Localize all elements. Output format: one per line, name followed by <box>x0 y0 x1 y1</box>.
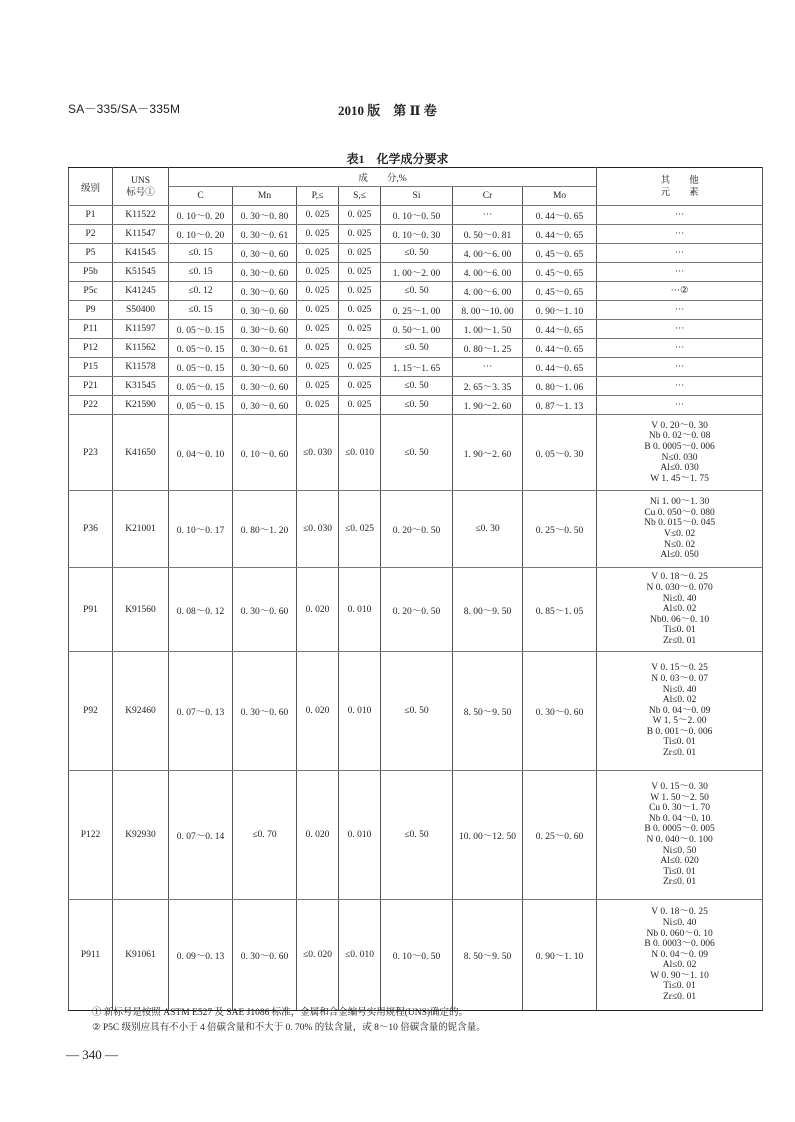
other-element-line: Al≤0. 02 <box>662 695 697 706</box>
other-element-line: W 1. 5～2. 00 <box>652 716 707 727</box>
cell-s: 0. 025 <box>339 282 381 301</box>
cell-other-elements <box>597 225 763 244</box>
cell-mo: 0. 45～0. 65 <box>523 263 597 282</box>
cell-si: ≤0. 50 <box>381 771 453 900</box>
cell-grade: P21 <box>69 377 113 396</box>
cell-c: 0. 09～0. 13 <box>169 900 233 1011</box>
cell-grade: P9 <box>69 301 113 320</box>
cell-mo: 0. 30～0. 60 <box>523 652 597 771</box>
cell-s: 0. 025 <box>339 339 381 358</box>
cell-si: ≤0. 50 <box>381 396 453 415</box>
cell-other-elements <box>597 339 763 358</box>
other-element-line: Al≤0. 02 <box>662 604 697 615</box>
cell-grade: P5b <box>69 263 113 282</box>
other-element-line: Ni≤0. 40 <box>662 917 697 928</box>
cell-s: 0. 025 <box>339 377 381 396</box>
cell-cr: 8. 00～9. 50 <box>453 568 523 652</box>
cell-mn: 0. 30～0. 80 <box>233 206 297 225</box>
footnotes <box>92 1006 486 1036</box>
header-uns: UNS 标号① <box>113 168 169 206</box>
header-si: Si <box>381 187 453 206</box>
cell-si: 0. 10～0. 30 <box>381 225 453 244</box>
cell-p: 0. 025 <box>297 339 339 358</box>
header-grade: 级别 <box>69 168 113 206</box>
other-element-line: Cu 0. 050～0. 080 <box>644 507 715 518</box>
cell-other-elements <box>597 320 763 339</box>
other-element-line: W 1. 45～1. 75 <box>650 473 709 484</box>
cell-mn: 0. 30～0. 60 <box>233 396 297 415</box>
table-row <box>69 415 763 491</box>
other-element-line: N 0. 040～0. 100 <box>646 835 713 845</box>
other-element-line: V 0. 18～0. 25 <box>651 572 708 583</box>
cell-other-elements <box>597 396 763 415</box>
other-element-line: V 0. 15～0. 25 <box>651 663 708 674</box>
cell-mo: 0. 80～1. 06 <box>523 377 597 396</box>
other-element-line: Al≤0. 02 <box>662 960 697 971</box>
other-element-line: Zr≤0. 01 <box>662 748 697 759</box>
cell-p: ≤0. 030 <box>297 415 339 491</box>
cell-mo: 0. 90～1. 10 <box>523 900 597 1011</box>
header-composition: 成 分,% <box>169 168 597 187</box>
cell-uns: K31545 <box>113 377 169 396</box>
cell-uns: K91560 <box>113 568 169 652</box>
cell-p: 0. 025 <box>297 282 339 301</box>
cell-s: 0. 025 <box>339 244 381 263</box>
cell-s: ≤0. 010 <box>339 415 381 491</box>
cell-p: 0. 025 <box>297 377 339 396</box>
other-element-line: ··· <box>674 266 685 277</box>
cell-mn: 0. 10～0. 60 <box>233 415 297 491</box>
cell-mn: ≤0. 70 <box>233 771 297 900</box>
cell-si: 1. 15～1. 65 <box>381 358 453 377</box>
other-element-line: ··· <box>674 399 685 410</box>
other-element-line: B 0. 0005～0. 005 <box>644 824 715 835</box>
cell-p: ≤0. 020 <box>297 900 339 1011</box>
cell-uns: K11597 <box>113 320 169 339</box>
cell-mn: 0. 30～0. 61 <box>233 225 297 244</box>
cell-s: 0. 025 <box>339 206 381 225</box>
running-header-standard: SA－335/SA－335M <box>68 102 181 116</box>
cell-si: ≤0. 50 <box>381 377 453 396</box>
other-element-line: Zr≤0. 01 <box>662 992 697 1003</box>
cell-uns: K41545 <box>113 244 169 263</box>
cell-other-elements <box>597 568 763 652</box>
other-element-line: Nb 0. 04～0. 10 <box>648 813 711 824</box>
cell-uns: K21001 <box>113 491 169 568</box>
other-element-line: Al≤0. 030 <box>660 463 699 474</box>
other-element-line: V 0. 20～0. 30 <box>651 420 708 431</box>
cell-grade: P91 <box>69 568 113 652</box>
cell-si: 1. 00～2. 00 <box>381 263 453 282</box>
cell-mo: 0. 25～0. 60 <box>523 771 597 900</box>
cell-c: 0. 05～0. 15 <box>169 396 233 415</box>
other-element-line: ··· <box>674 247 685 258</box>
cell-mo: 0. 44～0. 65 <box>523 339 597 358</box>
other-element-line: B 0. 0005～0. 006 <box>644 441 715 452</box>
table-row <box>69 568 763 652</box>
other-element-line: Zr≤0. 01 <box>662 635 697 646</box>
other-element-line: Nb0. 06～0. 10 <box>650 614 710 625</box>
cell-mn: 0. 30～0. 60 <box>233 320 297 339</box>
other-element-line: Ni 1. 00～1. 30 <box>649 497 710 508</box>
table-row <box>69 358 763 377</box>
cell-mn: 0. 30～0. 60 <box>233 377 297 396</box>
cell-si: 0. 25～1. 00 <box>381 301 453 320</box>
cell-s: 0. 010 <box>339 771 381 900</box>
cell-mo: 0. 44～0. 65 <box>523 320 597 339</box>
cell-c: 0. 05～0. 15 <box>169 358 233 377</box>
cell-uns: K41650 <box>113 415 169 491</box>
cell-s: 0. 010 <box>339 568 381 652</box>
header-other-elements: 其 他 元 素 <box>597 168 763 206</box>
other-element-line: Al≤0. 050 <box>660 550 699 561</box>
cell-other-elements <box>597 900 763 1011</box>
cell-other-elements <box>597 491 763 568</box>
cell-other-elements <box>597 652 763 771</box>
cell-p: 0. 020 <box>297 568 339 652</box>
cell-mn: 0. 30～0. 60 <box>233 358 297 377</box>
cell-c: ≤0. 15 <box>169 263 233 282</box>
other-element-line: ··· <box>674 209 685 220</box>
cell-cr: 0. 50～0. 81 <box>453 225 523 244</box>
cell-si: 0. 50～1. 00 <box>381 320 453 339</box>
footnote-1: ① 新标号是按照 ASTM E527 及 SAE J1086 标准，金属和合金编号实用规程(UNS)确定的。 <box>92 1008 469 1018</box>
cell-p: 0. 020 <box>297 652 339 771</box>
other-element-line: N 0. 04～0. 09 <box>651 949 708 960</box>
cell-cr: 2. 65～3. 35 <box>453 377 523 396</box>
cell-mo: 0. 45～0. 65 <box>523 282 597 301</box>
cell-grade: P15 <box>69 358 113 377</box>
cell-uns: K11522 <box>113 206 169 225</box>
other-element-line: V 0. 18～0. 25 <box>651 907 708 918</box>
cell-si: ≤0. 50 <box>381 339 453 358</box>
other-element-line: N≤0. 02 <box>664 539 696 550</box>
cell-si: 0. 10～0. 50 <box>381 206 453 225</box>
cell-grade: P911 <box>69 900 113 1011</box>
cell-cr: 4. 00～6. 00 <box>453 282 523 301</box>
cell-mo: 0. 05～0. 30 <box>523 415 597 491</box>
cell-mo: 0. 44～0. 65 <box>523 358 597 377</box>
cell-cr: ··· <box>453 358 523 377</box>
cell-si: ≤0. 50 <box>381 244 453 263</box>
table-row <box>69 652 763 771</box>
cell-mo: 0. 44～0. 65 <box>523 206 597 225</box>
header-p: P,≤ <box>297 187 339 206</box>
other-element-line: Nb 0. 04～0. 09 <box>648 705 711 716</box>
cell-p: 0. 020 <box>297 771 339 900</box>
cell-cr: 1. 00～1. 50 <box>453 320 523 339</box>
other-element-line: Zr≤0. 01 <box>662 877 697 888</box>
other-element-line: W 1. 50～2. 50 <box>650 792 709 803</box>
other-element-line: Ti≤0. 01 <box>663 625 696 636</box>
other-element-line: N 0. 03～0. 07 <box>651 673 708 684</box>
cell-uns: K91061 <box>113 900 169 1011</box>
cell-p: 0. 025 <box>297 206 339 225</box>
cell-uns: K51545 <box>113 263 169 282</box>
cell-s: 0. 025 <box>339 301 381 320</box>
cell-cr: 0. 80～1. 25 <box>453 339 523 358</box>
cell-p: 0. 025 <box>297 301 339 320</box>
cell-si: ≤0. 50 <box>381 415 453 491</box>
cell-cr: 8. 50～9. 50 <box>453 652 523 771</box>
other-element-line: ··· <box>674 380 685 391</box>
cell-uns: K92930 <box>113 771 169 900</box>
cell-other-elements <box>597 244 763 263</box>
cell-p: 0. 025 <box>297 320 339 339</box>
cell-other-elements <box>597 206 763 225</box>
cell-s: ≤0. 025 <box>339 491 381 568</box>
cell-mn: 0. 30～0. 60 <box>233 244 297 263</box>
cell-mn: 0. 30～0. 60 <box>233 900 297 1011</box>
other-element-line: N 0. 030～0. 070 <box>646 583 713 594</box>
cell-uns: K11562 <box>113 339 169 358</box>
table-row <box>69 339 763 358</box>
cell-other-elements <box>597 301 763 320</box>
table-row <box>69 263 763 282</box>
header-c: C <box>169 187 233 206</box>
cell-uns: S50400 <box>113 301 169 320</box>
cell-p: ≤0. 030 <box>297 491 339 568</box>
cell-grade: P1 <box>69 206 113 225</box>
cell-s: 0. 025 <box>339 396 381 415</box>
other-element-line: Cu 0. 30～1. 70 <box>649 803 711 814</box>
other-element-line: V 0. 15～0. 30 <box>651 782 708 793</box>
cell-mo: 0. 45～0. 65 <box>523 244 597 263</box>
cell-uns: K92460 <box>113 652 169 771</box>
cell-grade: P5c <box>69 282 113 301</box>
cell-uns: K41245 <box>113 282 169 301</box>
other-element-line: ··· <box>674 228 685 239</box>
cell-c: ≤0. 12 <box>169 282 233 301</box>
table-row <box>69 301 763 320</box>
cell-s: ≤0. 010 <box>339 900 381 1011</box>
cell-mo: 0. 87～1. 13 <box>523 396 597 415</box>
cell-grade: P22 <box>69 396 113 415</box>
cell-c: 0. 05～0. 15 <box>169 320 233 339</box>
cell-s: 0. 010 <box>339 652 381 771</box>
other-element-line: ··· <box>674 304 685 315</box>
page-number: — 340 — <box>66 1047 118 1062</box>
cell-c: 0. 05～0. 15 <box>169 377 233 396</box>
cell-s: 0. 025 <box>339 358 381 377</box>
cell-c: 0. 05～0. 15 <box>169 339 233 358</box>
cell-c: 0. 10～0. 20 <box>169 225 233 244</box>
cell-c: ≤0. 15 <box>169 244 233 263</box>
table-row <box>69 491 763 568</box>
cell-c: ≤0. 15 <box>169 301 233 320</box>
cell-grade: P36 <box>69 491 113 568</box>
header-cr: Cr <box>453 187 523 206</box>
cell-s: 0. 025 <box>339 320 381 339</box>
cell-mn: 0. 30～0. 61 <box>233 339 297 358</box>
other-element-line: Ni≤0. 40 <box>662 684 697 695</box>
other-element-line: Nb 0. 060～0. 10 <box>646 928 713 939</box>
cell-other-elements <box>597 377 763 396</box>
cell-cr: 10. 00～12. 50 <box>453 771 523 900</box>
other-element-line: Ti≤0. 01 <box>663 866 696 877</box>
cell-p: 0. 025 <box>297 358 339 377</box>
cell-cr: 8. 50～9. 50 <box>453 900 523 1011</box>
cell-s: 0. 025 <box>339 225 381 244</box>
cell-si: ≤0. 50 <box>381 652 453 771</box>
cell-cr: ≤0. 30 <box>453 491 523 568</box>
table-row <box>69 320 763 339</box>
other-element-line: N≤0. 030 <box>661 452 698 463</box>
cell-mn: 0. 30～0. 60 <box>233 282 297 301</box>
table-row <box>69 206 763 225</box>
header-mo: Mo <box>523 187 597 206</box>
table-row <box>69 771 763 900</box>
cell-cr: 4. 00～6. 00 <box>453 244 523 263</box>
cell-si: 0. 10～0. 50 <box>381 900 453 1011</box>
other-element-line: ··· <box>674 342 685 353</box>
other-element-line: ··· <box>674 361 685 372</box>
cell-p: 0. 025 <box>297 263 339 282</box>
cell-other-elements <box>597 771 763 900</box>
cell-grade: P23 <box>69 415 113 491</box>
cell-c: 0. 07～0. 13 <box>169 652 233 771</box>
cell-cr: 8. 00～10. 00 <box>453 301 523 320</box>
cell-other-elements <box>597 415 763 491</box>
cell-c: 0. 10～0. 17 <box>169 491 233 568</box>
other-element-line: B 0. 001～0. 006 <box>646 726 713 737</box>
cell-c: 0. 07～0. 14 <box>169 771 233 900</box>
header-s: S,≤ <box>339 187 381 206</box>
cell-mo: 0. 90～1. 10 <box>523 301 597 320</box>
cell-mn: 0. 30～0. 60 <box>233 568 297 652</box>
other-element-line: Nb 0. 02～0. 08 <box>648 431 711 442</box>
cell-si: 0. 20～0. 50 <box>381 568 453 652</box>
other-element-line: V≤0. 02 <box>664 529 696 539</box>
other-element-line: W 0. 90～1. 10 <box>650 970 709 981</box>
cell-c: 0. 10～0. 20 <box>169 206 233 225</box>
table-title: 表1 化学成分要求 <box>346 152 449 166</box>
cell-p: 0. 025 <box>297 225 339 244</box>
other-element-line: Ti≤0. 01 <box>663 981 696 992</box>
cell-c: 0. 04～0. 10 <box>169 415 233 491</box>
cell-si: 0. 20～0. 50 <box>381 491 453 568</box>
cell-grade: P12 <box>69 339 113 358</box>
running-header-edition: 2010 版 第 Ⅱ 卷 <box>338 103 437 118</box>
cell-mn: 0. 80～1. 20 <box>233 491 297 568</box>
cell-p: 0. 025 <box>297 396 339 415</box>
cell-uns: K11578 <box>113 358 169 377</box>
cell-grade: P122 <box>69 771 113 900</box>
cell-p: 0. 025 <box>297 244 339 263</box>
cell-s: 0. 025 <box>339 263 381 282</box>
cell-si: ≤0. 50 <box>381 282 453 301</box>
cell-grade: P92 <box>69 652 113 771</box>
cell-mo: 0. 25～0. 50 <box>523 491 597 568</box>
cell-c: 0. 08～0. 12 <box>169 568 233 652</box>
table-row <box>69 282 763 301</box>
table-row <box>69 377 763 396</box>
other-element-line: Ni≤0. 50 <box>662 845 697 856</box>
other-element-line: Al≤0. 020 <box>660 856 699 867</box>
other-element-line: Nb 0. 015～0. 045 <box>644 518 716 529</box>
other-element-line: ··· <box>674 323 685 334</box>
table-row <box>69 396 763 415</box>
cell-grade: P11 <box>69 320 113 339</box>
other-element-line: Ni≤0. 40 <box>662 593 697 604</box>
cell-grade: P2 <box>69 225 113 244</box>
other-element-line: ···② <box>670 285 689 296</box>
table-row <box>69 225 763 244</box>
cell-mo: 0. 44～0. 65 <box>523 225 597 244</box>
cell-other-elements <box>597 282 763 301</box>
cell-cr: 1. 90～2. 60 <box>453 415 523 491</box>
table-row <box>69 900 763 1011</box>
table-row <box>69 244 763 263</box>
chemical-composition-table <box>68 167 763 1011</box>
footnote-2: ② P5C 级别应具有不小于 4 倍碳含量和不大于 0. 70% 的钛含量，或 8～10 倍碳含量的铌含量。 <box>92 1023 486 1033</box>
cell-cr: ··· <box>453 206 523 225</box>
cell-mo: 0. 85～1. 05 <box>523 568 597 652</box>
cell-cr: 4. 00～6. 00 <box>453 263 523 282</box>
cell-mn: 0. 30～0. 60 <box>233 301 297 320</box>
cell-uns: K11547 <box>113 225 169 244</box>
header-mn: Mn <box>233 187 297 206</box>
cell-grade: P5 <box>69 244 113 263</box>
cell-uns: K21590 <box>113 396 169 415</box>
other-element-line: B 0. 0003～0. 006 <box>644 939 715 950</box>
cell-cr: 1. 90～2. 60 <box>453 396 523 415</box>
other-element-line: Ti≤0. 01 <box>663 737 696 748</box>
cell-mn: 0. 30～0. 60 <box>233 652 297 771</box>
cell-other-elements <box>597 263 763 282</box>
cell-other-elements <box>597 358 763 377</box>
cell-mn: 0. 30～0. 60 <box>233 263 297 282</box>
